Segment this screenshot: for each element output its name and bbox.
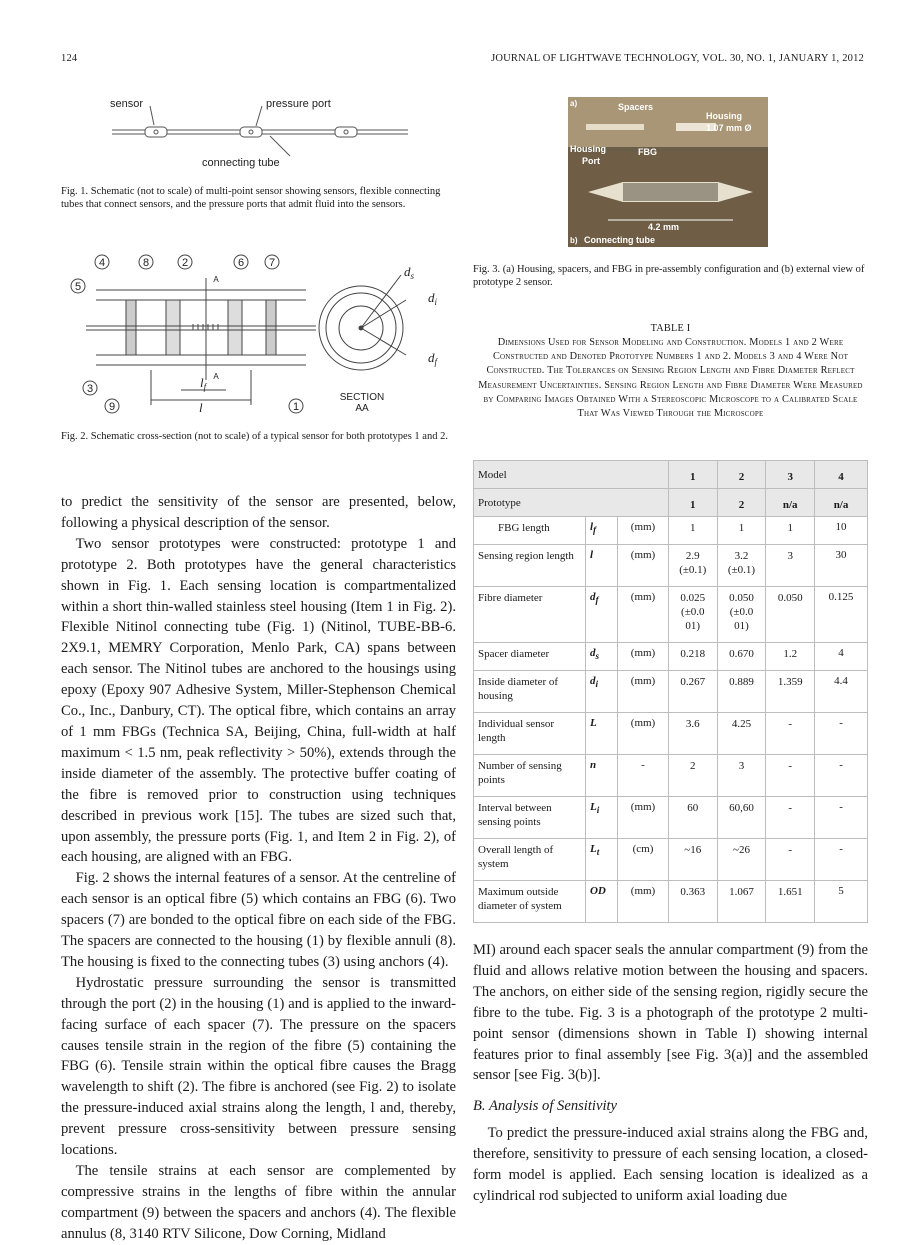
fig3-label-b: b)	[570, 236, 578, 245]
table-cell: -	[815, 713, 868, 755]
table-cell: 10	[815, 517, 868, 545]
row-label: FBG length	[474, 517, 586, 545]
table-cell: 4.25	[717, 713, 766, 755]
row-label: Interval between sensing points	[474, 797, 586, 839]
fig3-label-spacers: Spacers	[618, 102, 654, 112]
figure-1	[110, 92, 410, 172]
row-unit: (mm)	[618, 643, 669, 671]
fig2-callout-7: 7	[268, 257, 276, 269]
paragraph: Two sensor prototypes were constructed: prototype 1 and prototype 2. Both prototypes have the general characteristics shown in Fig. 1. Each sensing location is compartmentalized within a short thin-walled stainless steel housing (Item 1 in Fig. 2). Flexible Nitinol connecting tube (Fig. 1) (Nitinol, TUBE-BB-6. 2X9.1, MEMRY Corporation, Menlo Park, CA) spans between each sensor. The Nitinol tubes are anchored to the housings using epoxy (Epoxy 907 Adhesive System, Miller-Stephenson Chemical Co., Inc., Danbury, CT). The optical fibre, which contains an array of 1 mm FBGs (Technica SA, Beijing, China, full-width at half maximum < 1.5 nm, peak reflectivity > 50%), extends through the inside diameter of the assembly. The protective buffer coating of the fibre is removed prior to construction using techniques described in previous work [15]. The tubes are sized such that, upon assembly, the pressure ports (Fig. 1, and Item 2 in Fig. 2), of each housing, are aligned with an FBG.	[61, 535, 456, 866]
table-cell: 60	[668, 797, 717, 839]
table-1	[473, 460, 868, 923]
row-symbol: $d_f$	[585, 587, 617, 643]
table-cell: 0.889	[717, 671, 766, 713]
paragraph: Hydrostatic pressure surrounding the sensor is transmitted through the port (2) in the housing (1) and is applied to the inward-facing surface of each spacer (7). The pressure on the spacers causes tensile strain in the region of the fibre (5) containing the FBG (6). Tensile strain within the optical fibre causes the Bragg wavelength to shift (2). The fibre is anchored (see Fig. 2) to isolate the pressure-induced axial strains along the length, l and, thereby, prevent pressure cross-sensitivity between pressure sensing locations.	[61, 974, 456, 1159]
fig1-label-sensor: sensor	[110, 98, 144, 110]
right-column-text	[473, 940, 868, 1207]
fig3-label-housing: Housing	[706, 111, 742, 121]
prototype-cell: n/a	[815, 489, 868, 517]
table-cell: 3	[717, 755, 766, 797]
fig2-section-mark-top: A	[213, 275, 219, 284]
fig2-dim-l: l	[199, 400, 203, 415]
fig2-callout-8: 8	[142, 257, 150, 269]
table-cell: 1.651	[766, 881, 815, 923]
figure-1-schematic	[110, 92, 410, 172]
row-unit: (mm)	[618, 713, 669, 755]
row-symbol: $d_i$	[585, 671, 617, 713]
paragraph: To predict the pressure-induced axial strains along the FBG and, therefore, sensitivity to pressure of each sensing location, a closed-form model is applied. Each sensing location is idealized as a cylindrical rod subjected to uniform axial loading due	[473, 1125, 868, 1204]
fig3-label-a: a)	[570, 99, 578, 108]
row-label: Maximum outside diameter of system	[474, 881, 586, 923]
fig3-label-housing-port-2: Port	[582, 156, 600, 166]
table-cell: -	[766, 839, 815, 881]
fig2-callout-5: 5	[74, 281, 82, 293]
row-unit: (mm)	[618, 545, 669, 587]
fig3-label-housing-dim: 1.07 mm Ø	[706, 123, 752, 133]
table-cell: 0.218	[668, 643, 717, 671]
table-cell: 0.025 (±0.0 01)	[668, 587, 717, 643]
fig3-label-fbg: FBG	[638, 147, 657, 157]
row-unit: -	[618, 755, 669, 797]
fig2-label-df: $d_f$	[428, 350, 438, 367]
figure-2	[66, 250, 456, 420]
table-cell: 0.267	[668, 671, 717, 713]
row-symbol: OD	[585, 881, 617, 923]
fig3-label-connecting-tube: Connecting tube	[584, 235, 655, 245]
table-cell: 2	[668, 755, 717, 797]
table-row	[474, 517, 868, 545]
prototype-cell: n/a	[766, 489, 815, 517]
table-row	[474, 839, 868, 881]
fig2-callout-3: 3	[86, 383, 94, 395]
fig2-label-ds: $d_s$	[404, 264, 415, 281]
table-header-row	[474, 461, 868, 489]
fig2-callout-1: 1	[292, 401, 300, 413]
table-cell: 1.359	[766, 671, 815, 713]
paragraph: Fig. 2 shows the internal features of a sensor. At the centreline of each sensor is an optical fibre (5) which contains an FBG (6). Two spacers (7) are bonded to the optical fibre on each side of the FBG. The spacers are connected to the housing (1) by flexible annuli (8). The housing is fixed to the connecting tubes (3) using anchors (4).	[61, 870, 456, 970]
table-cell: 3.2 (±0.1)	[717, 545, 766, 587]
fig2-callout-9: 9	[108, 401, 116, 413]
table-row	[474, 713, 868, 755]
row-label: Spacer diameter	[474, 643, 586, 671]
paragraph: to predict the sensitivity of the sensor are presented, below, following a physical description of the sensor.	[61, 494, 456, 531]
table-cell: 60,60	[717, 797, 766, 839]
fig2-callout-4: 4	[98, 257, 106, 269]
fig2-section-label: SECTION	[339, 392, 385, 403]
header-prototype: Prototype	[474, 489, 669, 517]
header-model: Model	[474, 461, 669, 489]
table-row	[474, 755, 868, 797]
row-label: Inside diameter of housing	[474, 671, 586, 713]
table-row	[474, 671, 868, 713]
fig3-label-housing-port-1: Housing	[570, 144, 606, 154]
row-symbol: $l_f$	[585, 517, 617, 545]
page-number: 124	[61, 53, 78, 64]
row-label: Fibre diameter	[474, 587, 586, 643]
row-symbol: n	[585, 755, 617, 797]
fig1-label-pressure-port: pressure port	[266, 98, 331, 110]
dimension-table	[473, 460, 868, 923]
table-cell: 30	[815, 545, 868, 587]
row-unit: (mm)	[618, 671, 669, 713]
table-cell: 1	[668, 517, 717, 545]
row-unit: (mm)	[618, 797, 669, 839]
row-unit: (mm)	[618, 881, 669, 923]
fig2-section-mark-bottom: A	[213, 372, 219, 381]
row-symbol: $d_s$	[585, 643, 617, 671]
table-cell: 2.9 (±0.1)	[668, 545, 717, 587]
table-row	[474, 587, 868, 643]
paragraph: The tensile strains at each sensor are complemented by compressive strains in the lengths of fibre within the annular compartment (9) between the spacers and anchors (4). The flexible annulus (8, 3140 RTV Silicone, Dow Corning, Midland	[61, 1163, 456, 1242]
figure-2-caption: Fig. 2. Schematic cross-section (not to scale) of a typical sensor for both prototypes 1 and 2.	[61, 431, 448, 442]
fig2-label-di: $d_i$	[428, 290, 438, 307]
fig3-label-dimension: 4.2 mm	[648, 222, 680, 232]
table-caption: Dimensions Used for Sensor Modeling and Construction. Models 1 and 2 Were Constructed and Denoted Prototype Numbers 1 and 2. Models 3 and 4 Were Not Constructed. The Tolerances on Sensing Region Length and Fibre Diameter Reflect Measurement Uncertainties. Sensing Region Length and Fibre Diameter Were Measured by Comparing Images Obtained With a Stereoscopic Microscope to a Calibrated Scale That Was Viewed Through the Microscope	[478, 337, 863, 420]
table-cell: 5	[815, 881, 868, 923]
fig2-callout-6: 6	[237, 257, 245, 269]
table-cell: 0.050 (±0.0 01)	[717, 587, 766, 643]
table-cell: ~16	[668, 839, 717, 881]
table-cell: 0.363	[668, 881, 717, 923]
table-cell: 1	[766, 517, 815, 545]
table-cell: -	[766, 713, 815, 755]
table-cell: -	[815, 797, 868, 839]
table-cell: -	[766, 755, 815, 797]
table-row	[474, 881, 868, 923]
row-symbol: L	[585, 713, 617, 755]
table-cell: 1.2	[766, 643, 815, 671]
table-cell: -	[815, 755, 868, 797]
row-label: Overall length of system	[474, 839, 586, 881]
table-row	[474, 545, 868, 587]
model-cell: 3	[766, 461, 815, 489]
table-cell: 1.067	[717, 881, 766, 923]
table-cell: 1	[717, 517, 766, 545]
fig2-dim-lf: $l_f$	[200, 375, 207, 392]
table-cell: 3	[766, 545, 815, 587]
fig2-section-aa: AA	[355, 403, 369, 414]
table-cell: 4	[815, 643, 868, 671]
left-column-text	[61, 492, 456, 1245]
paragraph: MI) around each spacer seals the annular compartment (9) from the fluid and allows relative motion between the housing and spacers. The anchors, on either side of the sensing region, rigidly secure the fibre to the tube. Fig. 3 is a photograph of the prototype 2 multi-point sensor (dimensions shown in Table I) showing internal features prior to final assembly [see Fig. 3(a)] and the assembled sensor [see Fig. 3(b)].	[473, 942, 868, 1084]
table-cell: 0.125	[815, 587, 868, 643]
model-cell: 2	[717, 461, 766, 489]
model-cell: 1	[668, 461, 717, 489]
row-unit: (mm)	[618, 517, 669, 545]
running-header: JOURNAL OF LIGHTWAVE TECHNOLOGY, VOL. 30, NO. 1, JANUARY 1, 2012	[491, 53, 864, 64]
table-cell: 3.6	[668, 713, 717, 755]
row-label: Number of sensing points	[474, 755, 586, 797]
row-symbol: $L_t$	[585, 839, 617, 881]
row-symbol: $L_i$	[585, 797, 617, 839]
row-label: Individual sensor length	[474, 713, 586, 755]
prototype-cell: 1	[668, 489, 717, 517]
table-cell: 0.670	[717, 643, 766, 671]
fig1-label-connecting-tube: connecting tube	[202, 157, 280, 169]
table-cell: 4.4	[815, 671, 868, 713]
table-header-row	[474, 489, 868, 517]
table-cell: ~26	[717, 839, 766, 881]
row-label: Sensing region length	[474, 545, 586, 587]
table-title: TABLE I	[650, 323, 691, 334]
table-row	[474, 643, 868, 671]
row-unit: (cm)	[618, 839, 669, 881]
row-symbol: l	[585, 545, 617, 587]
table-cell: -	[766, 797, 815, 839]
table-cell: 0.050	[766, 587, 815, 643]
model-cell: 4	[815, 461, 868, 489]
figure-3-caption: Fig. 3. (a) Housing, spacers, and FBG in pre-assembly configuration and (b) external view of prototype 2 sensor.	[473, 264, 865, 289]
figure-1-caption: Fig. 1. Schematic (not to scale) of multi-point sensor showing sensors, flexible connecting tubes that connect sensors, and the pressure ports that admit fluid into the sensors.	[61, 186, 441, 211]
table-row	[474, 797, 868, 839]
table-cell: -	[815, 839, 868, 881]
fig2-callout-2: 2	[181, 257, 189, 269]
figure-3-photo	[568, 97, 768, 247]
section-heading: B. Analysis of Sensitivity	[473, 1098, 618, 1115]
figure-2-schematic	[66, 250, 456, 420]
prototype-cell: 2	[717, 489, 766, 517]
row-unit: (mm)	[618, 587, 669, 643]
